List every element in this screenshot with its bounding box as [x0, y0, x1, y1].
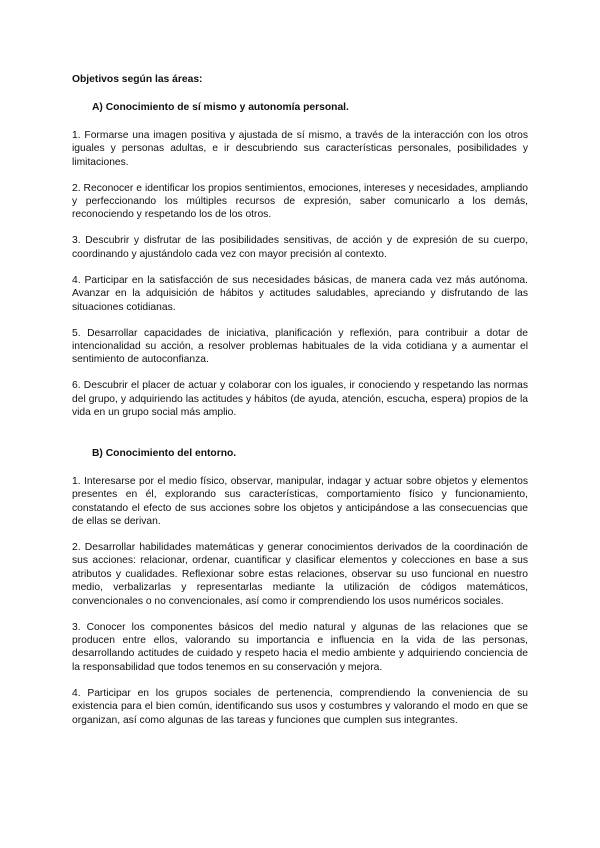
section-a-paragraph-1: 1. Formarse una imagen positiva y ajustada de sí mismo, a través de la interacción con los otros iguales y personas adultas, e ir descubriendo sus características personales, posibilidades y limitaciones. — [72, 129, 528, 168]
section-b-heading: B) Conocimiento del entorno. — [92, 448, 237, 460]
section-a-paragraph-3: 3. Descubrir y disfrutar de las posibilidades sensitivas, de acción y de expresión de su cuerpo, coordinando y ajustándolo cada vez con mayor precisión al contexto. — [72, 235, 528, 260]
section-a-paragraph-5: 5. Desarrollar capacidades de iniciativa, planificación y reflexión, para contribuir a dotar de intencionalidad su acción, a resolver problemas habituales de la vida cotidiana y a aumentar el sentimiento de autoconfianza. — [72, 327, 528, 366]
section-b-paragraph-3: 3. Conocer los componentes básicos del medio natural y algunas de las relaciones que se producen entre ellos, valorando su importancia e influencia en la vida de las personas, desarrollando actitudes de cuidado y respeto hacia el medio ambiente y adquiriendo conciencia de la responsabilidad que todos tenemos en su conservación y mejora. — [72, 621, 528, 673]
section-a-paragraph-6: 6. Descubrir el placer de actuar y colaborar con los iguales, ir conociendo y respetando las normas del grupo, y adquiriendo las actitudes y hábitos (de ayuda, atención, escucha, espera) propios de la vida en un grupo social más amplio. — [72, 380, 528, 419]
section-a — [72, 101, 528, 419]
section-a-paragraph-4: 4. Participar en la satisfacción de sus necesidades básicas, de manera cada vez más autónoma. Avanzar en la adquisición de hábitos y actitudes saludables, apreciando y disfrutando de las situaciones cotidianas. — [72, 274, 528, 313]
section-spacer — [72, 432, 528, 447]
section-a-paragraph-2: 2. Reconocer e identificar los propios sentimientos, emociones, intereses y necesidades, ampliando y perfeccionando los múltiples recursos de expresión, saber comunicarlo a los demás, reconociendo y respetando los de los otros. — [72, 182, 528, 221]
document-title: Objetivos según las áreas: — [72, 74, 203, 85]
section-b-paragraph-4: 4. Participar en los grupos sociales de pertenencia, comprendiendo la conveniencia de su existencia para el bien común, identificando sus usos y costumbres y valorando el modo en que se organizan, así como algunas de las tareas y funciones que cumplen sus integrantes. — [72, 687, 528, 726]
section-b-paragraph-1: 1. Interesarse por el medio físico, observar, manipular, indagar y actuar sobre objetos y elementos presentes en él, explorando sus características, comportamiento físico y funcionamiento, constatando el efecto de sus acciones sobre los objetos y anticipándose a las consecuencias que de ellas se derivan. — [72, 475, 528, 527]
document-content — [72, 73, 528, 740]
section-b — [72, 447, 528, 727]
section-b-paragraph-2: 2. Desarrollar habilidades matemáticas y generar conocimientos derivados de la coordinación de sus acciones: relacionar, ordenar, cuantificar y clasificar elementos y colecciones en base a sus atributos y cualidades. Reflexionar sobre estas relaciones, observar su uso funcional en nuestro medio, verbalizarlas y representarlas mediante la utilización de códigos matemáticos, convencionales o no convencionales, así como ir comprendiendo los usos numéricos sociales. — [72, 541, 528, 607]
section-a-heading: A) Conocimiento de sí mismo y autonomía personal. — [92, 102, 349, 114]
